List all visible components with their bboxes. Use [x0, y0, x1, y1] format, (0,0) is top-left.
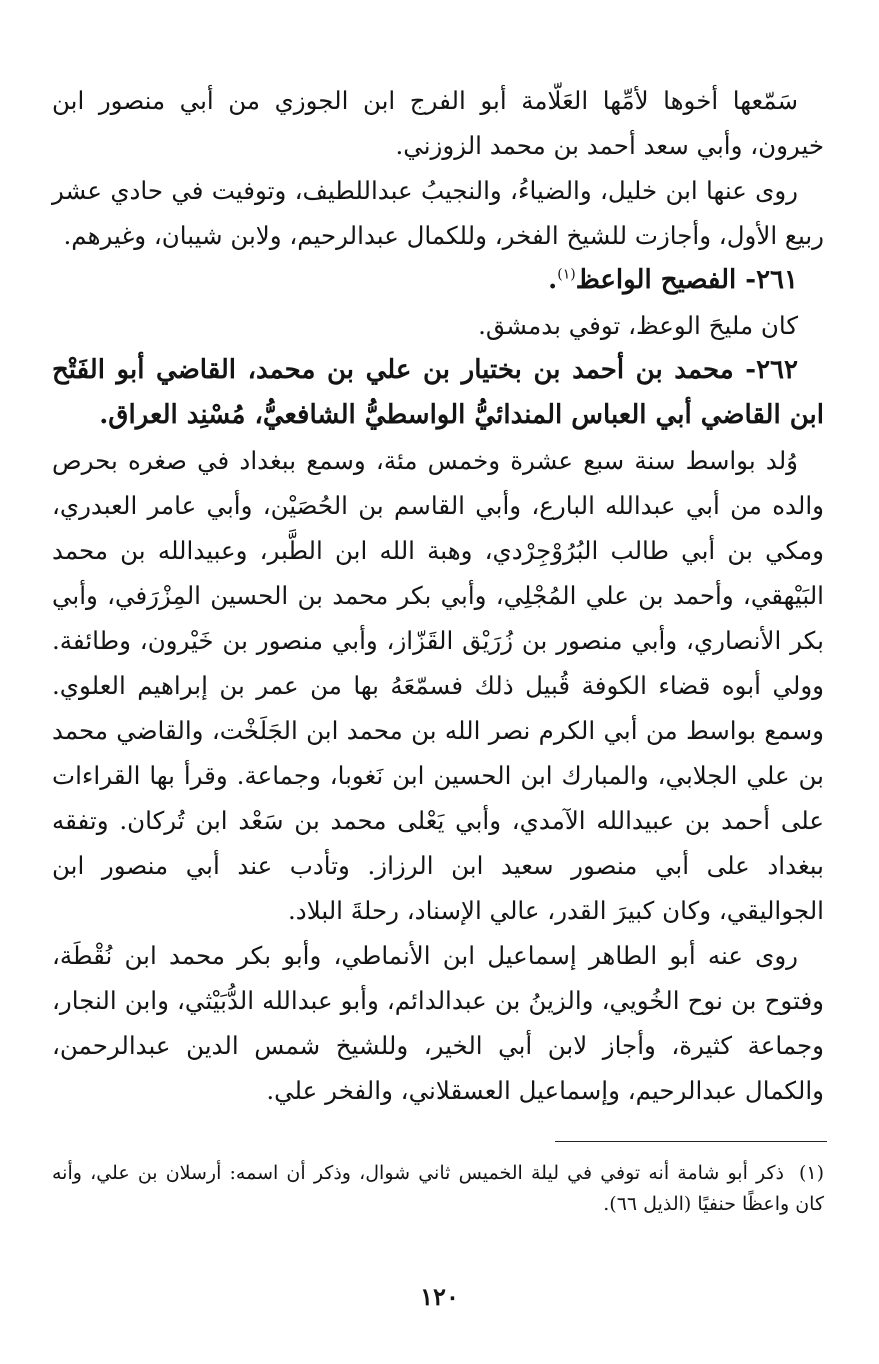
page-body — [52, 78, 824, 1113]
entry-title-261: الفصيح الواعظ — [575, 265, 737, 295]
paragraph-preacher: كان مليحَ الوعظ، توفي بدمشق. — [478, 311, 798, 340]
footnote-marker: (١) — [798, 1162, 824, 1184]
paragraph-narrators-mandaii: روى عنه أبو الطاهر إسماعيل ابن الأنماطي، وأبو بكر محمد ابن نُقْطَة، وفتوح بن نوح الخُويي، والزينُ بن عبدالدائم، وأبو عبدالله الدُّبَيْثي، وابن النجار، وجماعة كثيرة، وأجاز لابن أبي الخير، وللشيخ شمس الدين عبدالرحمن، والكمال عبدالرحيم، وإسماعيل العسقلاني، والفخر علي. — [52, 941, 824, 1105]
footnote-reference: (١) — [557, 266, 576, 283]
footnote-text: ذكر أبو شامة أنه توفي في ليلة الخميس ثاني شوال، وذكر أن اسمه: أرسلان بن علي، وأنه كان واعظًا حنفيًا (الذيل ٦٦). — [52, 1162, 824, 1215]
entry-title-end: . — [548, 265, 558, 295]
entry-number-262: ٢٦٢- — [745, 355, 798, 385]
footnote — [52, 1158, 824, 1220]
entry-heading-261 — [52, 258, 824, 303]
page-number: ١٢٠ — [420, 1282, 459, 1311]
entry-number-261: ٢٦١- — [745, 265, 798, 295]
paragraph-narrators-sister: روى عنها ابن خليل، والضياءُ، والنجيبُ عبداللطيف، وتوفيت في حادي عشر ربيع الأول، وأجازت للشيخ الفخر، وللكمال عبدالرحيم، ولابن شيبان، وغيرهم. — [52, 176, 824, 250]
paragraph-biography-mandaii: وُلد بواسط سنة سبع عشرة وخمس مئة، وسمع ببغداد في صغره بحرص والده من أبي عبدالله البارع، وأبي القاسم بن الحُصَيْن، وأبي عامر العبدري، ومكي بن أبي طالب البُرُوْجِرْدي، وهبة الله ابن الطَّبر، وعبيدالله بن محمد البَيْهقي، وأحمد بن علي المُجْلِي، وأبي بكر محمد بن الحسين المِزْرَفي، وأبي بكر الأنصاري، وأبي منصور بن زُرَيْق القَزّاز، وأبي منصور بن خَيْرون، وطائفة. وولي أبوه قضاء الكوفة قُبيل ذلك فسمّعَهُ بها من عمر بن إبراهيم العلوي. وسمع بواسط من أبي الكرم نصر الله بن محمد ابن الجَلَخْت، والقاضي محمد بن علي الجلابي، والمبارك ابن الحسين ابن نَغوبا، وجماعة. وقرأ بها القراءات على أحمد بن عبيدالله الآمدي، وأبي يَعْلى محمد بن سَعْد ابن تُركان. وتفقه ببغداد على أبي منصور سعيد ابن الرزاز. وتأدب عند أبي منصور ابن الجواليقي، وكان كبيرَ القدر، عالي الإسناد، رحلةَ البلاد. — [52, 446, 824, 925]
paragraph-biography-sister: سَمّعها أخوها لأمِّها العَلّامة أبو الفرج ابن الجوزي من أبي منصور ابن خيرون، وأبي سعد أحمد بن محمد الزوزني. — [52, 86, 824, 160]
entry-title-262: محمد بن أحمد بن بختيار بن علي بن محمد، القاضي أبو الفَتْح ابن القاضي أبي العباس المندائيُّ الواسطيُّ الشافعيُّ، مُسْنِد العراق. — [52, 355, 824, 430]
entry-heading-262 — [52, 348, 824, 438]
footnote-divider — [555, 1141, 827, 1142]
